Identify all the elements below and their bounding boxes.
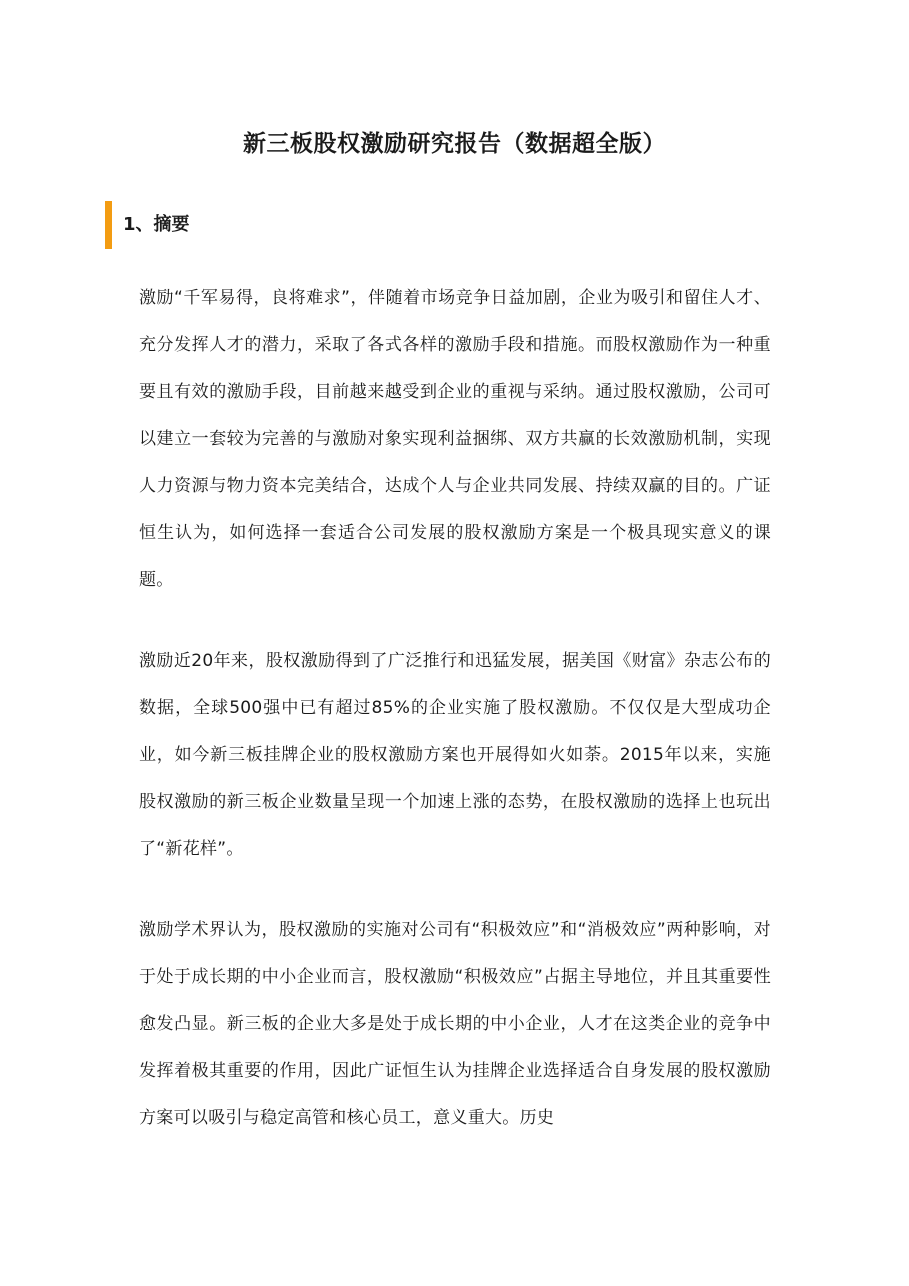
heading-accent-bar bbox=[105, 201, 112, 249]
paragraph-3: 激励学术界认为，股权激励的实施对公司有“积极效应”和“消极效应”两种影响，对于处于成长期的中小企业而言，股权激励“积极效应”占据主导地位，并且其重要性愈发凸显。新三板的企业大多是处于成长期的中小企业，人才在这类企业的竞争中发挥着极其重要的作用，因此广证恒生认为挂牌企业选择适合自身发展的股权激励方案可以吸引与稳定高管和核心员工，意义重大。历史 bbox=[139, 920, 771, 1128]
document-title: 新三板股权激励研究报告（数据超全版） bbox=[243, 131, 666, 157]
section-heading-text: 1、摘要 bbox=[123, 214, 190, 235]
section-heading bbox=[105, 201, 190, 249]
paragraph-1: 激励“千军易得，良将难求”，伴随着市场竞争日益加剧，企业为吸引和留住人才、充分发挥人才的潜力，采取了各式各样的激励手段和措施。而股权激励作为一种重要且有效的激励手段，目前越来越受到企业的重视与采纳。通过股权激励，公司可以建立一套较为完善的与激励对象实现利益捆绑、双方共赢的长效激励机制，实现人力资源与物力资本完美结合，达成个人与企业共同发展、持续双赢的目的。广证恒生认为，如何选择一套适合公司发展的股权激励方案是一个极具现实意义的课题。 bbox=[139, 288, 771, 590]
paragraph-2: 激励近20年来，股权激励得到了广泛推行和迅猛发展，据美国《财富》杂志公布的数据，全球500强中已有超过85%的企业实施了股权激励。不仅仅是大型成功企业，如今新三板挂牌企业的股权激励方案也开展得如火如荼。2015年以来，实施股权激励的新三板企业数量呈现一个加速上涨的态势，在股权激励的选择上也玩出了“新花样”。 bbox=[139, 651, 771, 859]
